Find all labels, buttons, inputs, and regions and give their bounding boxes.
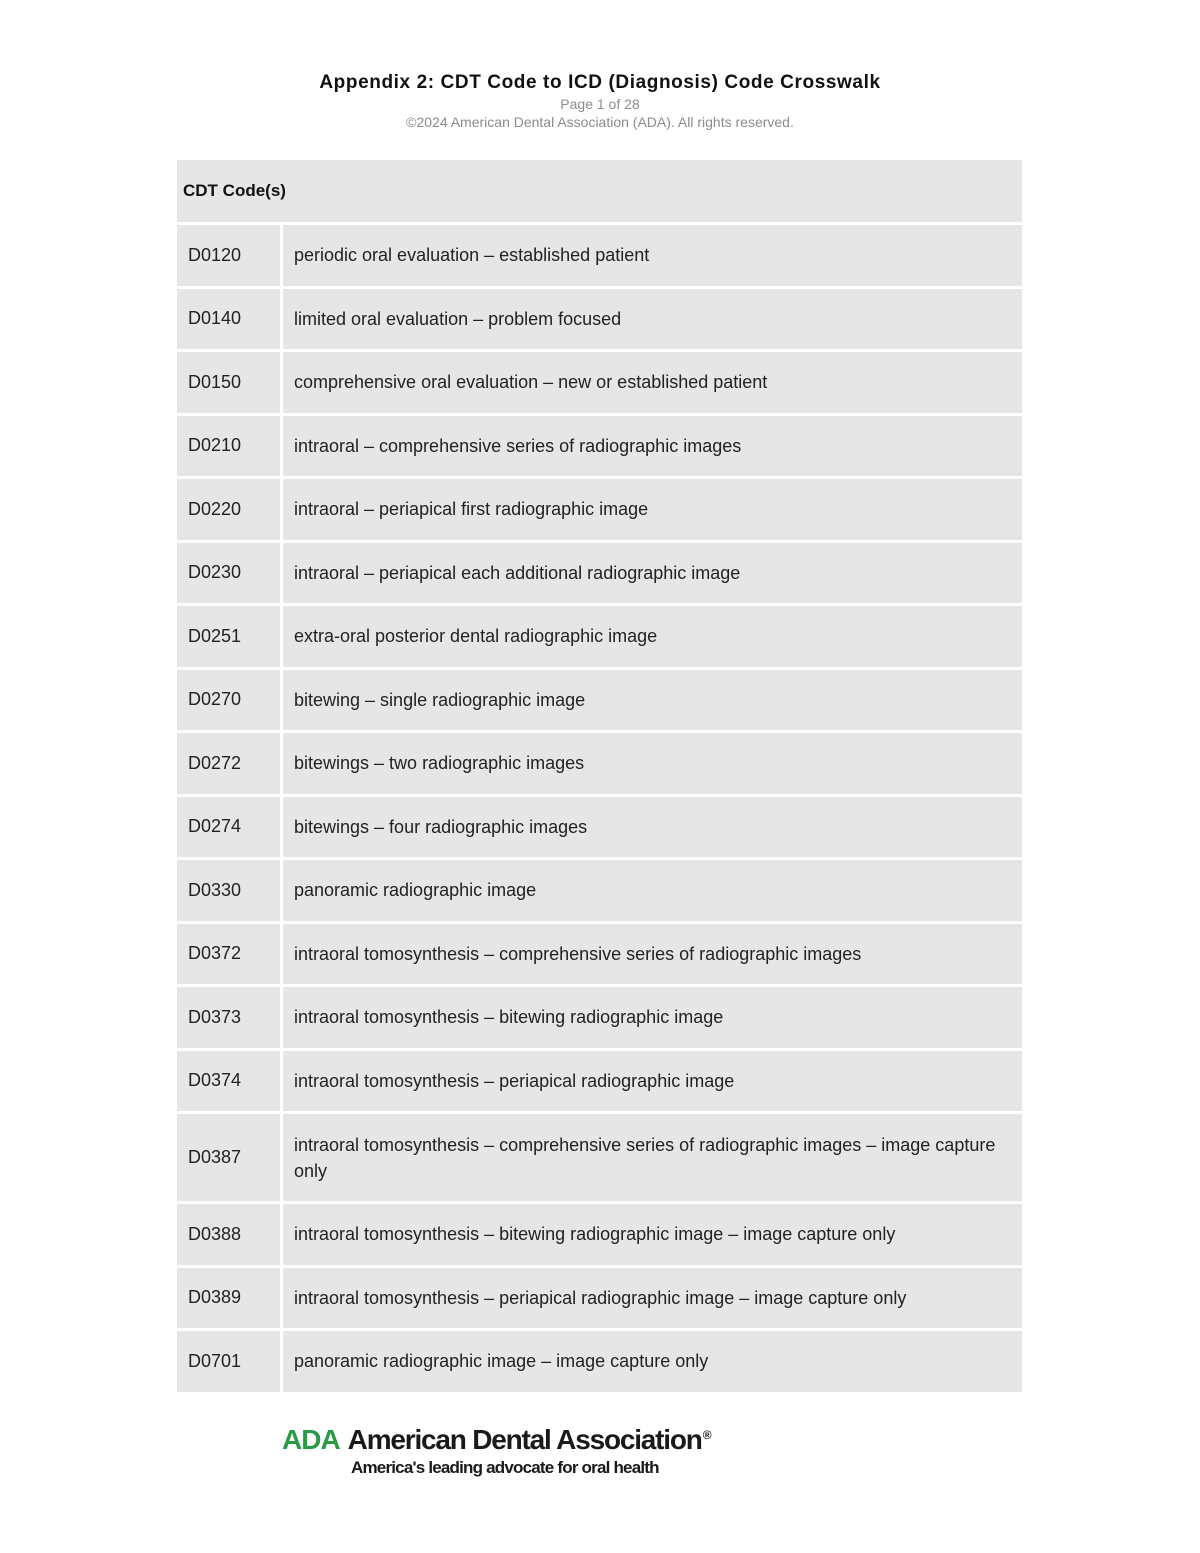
table-row [177, 416, 1022, 480]
code-description: comprehensive oral evaluation – new or established patient [283, 352, 1022, 413]
table-row [177, 1331, 1022, 1395]
table-row [177, 797, 1022, 861]
page-number: Page 1 of 28 [560, 96, 640, 112]
code-description: bitewings – two radiographic images [283, 733, 1022, 794]
table-row [177, 1204, 1022, 1268]
logo-tagline: America's leading advocate for oral health [351, 1458, 659, 1477]
table-row [177, 1051, 1022, 1115]
table-row [177, 1268, 1022, 1332]
logo-abbreviation: ADA [282, 1424, 340, 1455]
code-description: intraoral – periapical each additional radiographic image [283, 543, 1022, 604]
cdt-code: D0387 [177, 1114, 280, 1201]
copyright-notice: ©2024 American Dental Association (ADA). All rights reserved. [406, 114, 794, 130]
code-description: panoramic radiographic image [283, 860, 1022, 921]
code-description: bitewing – single radiographic image [283, 670, 1022, 731]
code-description: intraoral tomosynthesis – periapical radiographic image – image capture only [283, 1268, 1022, 1329]
code-description: intraoral – comprehensive series of radiographic images [283, 416, 1022, 477]
table-row [177, 352, 1022, 416]
cdt-code: D0389 [177, 1268, 280, 1329]
cdt-code: D0330 [177, 860, 280, 921]
table-row [177, 606, 1022, 670]
code-description: intraoral tomosynthesis – comprehensive series of radiographic images [283, 924, 1022, 985]
table-header: CDT Code(s) [177, 160, 1022, 225]
cdt-code: D0374 [177, 1051, 280, 1112]
table-row [177, 733, 1022, 797]
cdt-code: D0274 [177, 797, 280, 858]
cdt-code: D0230 [177, 543, 280, 604]
table-row [177, 987, 1022, 1051]
ada-logo [282, 1424, 722, 1488]
cdt-code: D0210 [177, 416, 280, 477]
code-description: bitewings – four radiographic images [283, 797, 1022, 858]
code-description: intraoral tomosynthesis – periapical radiographic image [283, 1051, 1022, 1112]
table-row [177, 670, 1022, 734]
table-row [177, 543, 1022, 607]
code-description: periodic oral evaluation – established patient [283, 225, 1022, 286]
cdt-code: D0120 [177, 225, 280, 286]
logo-wordmark [282, 1424, 722, 1456]
code-description: intraoral tomosynthesis – comprehensive series of radiographic images – image capture only [283, 1114, 1022, 1201]
cdt-code: D0220 [177, 479, 280, 540]
table-row [177, 860, 1022, 924]
cdt-code: D0251 [177, 606, 280, 667]
table-row [177, 479, 1022, 543]
cdt-code: D0388 [177, 1204, 280, 1265]
code-description: intraoral tomosynthesis – bitewing radiographic image [283, 987, 1022, 1048]
document-header [0, 70, 1200, 131]
code-description: panoramic radiographic image – image capture only [283, 1331, 1022, 1392]
cdt-code: D0272 [177, 733, 280, 794]
cdt-code: D0701 [177, 1331, 280, 1392]
table-row [177, 1114, 1022, 1204]
code-description: intraoral – periapical first radiographic image [283, 479, 1022, 540]
code-description: intraoral tomosynthesis – bitewing radiographic image – image capture only [283, 1204, 1022, 1265]
cdt-code: D0373 [177, 987, 280, 1048]
code-description: limited oral evaluation – problem focused [283, 289, 1022, 350]
crosswalk-table [177, 160, 1022, 1395]
table-row [177, 225, 1022, 289]
logo-organization-name [348, 1424, 711, 1456]
cdt-code: D0270 [177, 670, 280, 731]
code-description: extra-oral posterior dental radiographic image [283, 606, 1022, 667]
cdt-code: D0150 [177, 352, 280, 413]
table-row [177, 924, 1022, 988]
logo-name-text: American Dental Association [347, 1424, 702, 1455]
cdt-code: D0140 [177, 289, 280, 350]
registered-mark: ® [702, 1427, 711, 1442]
page-title: Appendix 2: CDT Code to ICD (Diagnosis) Code Crosswalk [319, 72, 881, 93]
table-row [177, 289, 1022, 353]
cdt-code: D0372 [177, 924, 280, 985]
